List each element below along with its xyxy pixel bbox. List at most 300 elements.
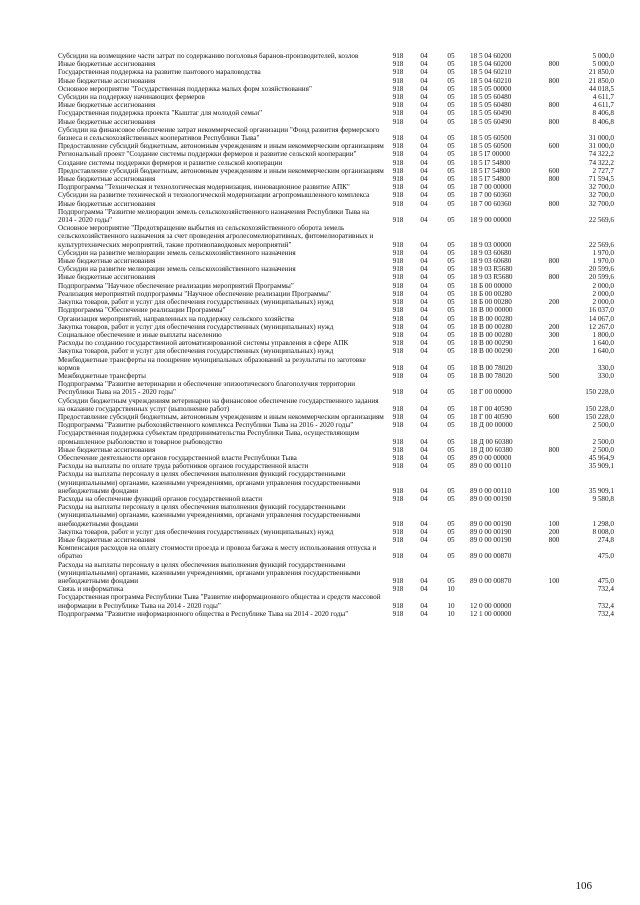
- table-row: [58, 397, 614, 413]
- table-row: [58, 109, 614, 117]
- row-subsection: 05: [447, 84, 455, 93]
- row-amount: 2 727,7: [592, 166, 614, 175]
- row-expense-type: [542, 93, 566, 101]
- row-name: Иные бюджетные ассигнования: [58, 101, 156, 110]
- row-amount: 8 008,0: [592, 527, 614, 536]
- row-section: 04: [420, 60, 428, 69]
- table-row: [58, 249, 614, 257]
- row-target-code: 18 9 03 00000: [470, 240, 512, 249]
- table-row: [58, 142, 614, 150]
- row-subsection: 05: [447, 577, 455, 585]
- row-subsection: 05: [447, 339, 455, 348]
- table-row: [58, 528, 614, 536]
- table-row: [58, 183, 614, 191]
- row-expense-type: [542, 380, 566, 396]
- row-section: 04: [420, 486, 428, 495]
- row-target-code: 18 Б 00 00000: [470, 281, 512, 290]
- row-section: 04: [420, 388, 428, 397]
- table-row: [58, 331, 614, 339]
- row-name: Подпрограмма "Техническая и технологическая модернизация, инновационное развитие АПК": [58, 183, 350, 192]
- row-amount: 1 970,0: [592, 257, 614, 266]
- row-name: Подпрограмма "Развитие информационного общества в Республике Тыва на 2014 - 2020 годы": [58, 609, 349, 618]
- table-row: [58, 380, 614, 396]
- row-subsection: 05: [447, 404, 455, 413]
- row-grbs: 918: [392, 298, 404, 307]
- budget-table: [58, 52, 614, 618]
- row-section: 04: [420, 462, 428, 471]
- row-grbs: 918: [392, 76, 404, 85]
- row-grbs: 918: [392, 462, 404, 471]
- row-subsection: 05: [447, 68, 455, 77]
- row-section: 04: [420, 412, 428, 421]
- row-target-code: 89 0 00 00000: [470, 453, 512, 462]
- row-subsection: 05: [447, 60, 455, 69]
- row-subsection: 05: [447, 412, 455, 421]
- row-name: Подпрограмма "Развитие ветеринарии и обеспечение эпизоотического благополучия территории Республики Тыва на 2015 - 2020 годы": [58, 380, 356, 397]
- row-amount: 150 228,0: [585, 404, 614, 413]
- row-expense-type: [542, 339, 566, 347]
- row-section: 04: [420, 601, 428, 610]
- row-grbs: 918: [392, 412, 404, 421]
- row-subsection: 05: [447, 240, 455, 249]
- row-grbs: 918: [392, 519, 404, 528]
- row-name: Региональный проект "Создание системы поддержки фермеров и развитие сельской кооперации": [58, 150, 357, 159]
- row-target-code: 18 Г 00 40590: [470, 404, 512, 413]
- row-target-code: 18 5 I7 54800: [470, 175, 511, 184]
- table-row: [58, 495, 614, 503]
- row-expense-type: 200: [548, 527, 560, 536]
- row-subsection: 05: [447, 314, 455, 323]
- row-amount: 9 580,8: [592, 494, 614, 503]
- row-section: 04: [420, 404, 428, 413]
- row-expense-type: 800: [548, 535, 560, 544]
- row-section: 04: [420, 306, 428, 315]
- row-expense-type: 600: [548, 412, 560, 421]
- row-amount: 2 500,0: [592, 445, 614, 454]
- row-section: 04: [420, 339, 428, 348]
- row-grbs: 918: [392, 117, 404, 126]
- row-section: 04: [420, 199, 428, 208]
- row-amount: 475,0: [597, 577, 614, 585]
- row-subsection: 05: [447, 93, 455, 102]
- row-subsection: 05: [447, 158, 455, 167]
- row-grbs: 918: [392, 68, 404, 77]
- row-subsection: 05: [447, 371, 455, 380]
- row-grbs: 918: [392, 421, 404, 430]
- row-expense-type: [542, 290, 566, 298]
- row-grbs: 918: [392, 535, 404, 544]
- row-section: 04: [420, 363, 428, 372]
- row-amount: 32 700,0: [588, 183, 614, 192]
- row-target-code: 18 5 05 60480: [470, 93, 512, 102]
- table-row: [58, 585, 614, 593]
- row-grbs: 918: [392, 175, 404, 184]
- row-target-code: 89 0 00 00190: [470, 519, 512, 528]
- row-amount: 732,4: [597, 601, 614, 610]
- row-name: Иные бюджетные ассигнования: [58, 117, 156, 126]
- row-name: Подпрограмма "Научное обеспечение реализации мероприятий Программы": [58, 281, 294, 290]
- row-name: Государственная поддержка субъектам предпринимательства Республики Тыва, осуществляющим промышленное рыболовство и товарное рыбоводство: [58, 429, 360, 446]
- row-grbs: 918: [392, 577, 404, 585]
- row-name: Подпрограмма "Обеспечение реализации Программы": [58, 306, 226, 315]
- table-row: [58, 208, 614, 224]
- row-name: Предоставление субсидий бюджетным, автономным учреждениям и иным некоммерческим организациям: [58, 166, 384, 175]
- row-amount: 32 700,0: [588, 191, 614, 200]
- row-name: Обеспечение деятельности органов государственной власти Республики Тыва: [58, 453, 297, 462]
- row-amount: 35 909,1: [588, 486, 614, 495]
- row-amount: 330,0: [597, 363, 614, 372]
- row-grbs: 918: [392, 273, 404, 282]
- row-target-code: 18 5 04 60200: [470, 60, 512, 69]
- row-section: 04: [420, 240, 428, 249]
- table-row: [58, 503, 614, 528]
- row-subsection: 05: [447, 248, 455, 257]
- row-target-code: 18 В 00 78020: [470, 371, 513, 380]
- row-target-code: 18 5 04 60210: [470, 68, 512, 77]
- table-row: [58, 265, 614, 273]
- row-target-code: 18 9 03 R5680: [470, 265, 513, 274]
- row-target-code: [464, 585, 542, 593]
- row-expense-type: [542, 593, 566, 609]
- row-name: Субсидии на развитие мелиорации земель сельскохозяйственного назначения: [58, 265, 296, 274]
- row-expense-type: 800: [548, 257, 560, 266]
- row-expense-type: 800: [548, 76, 560, 85]
- table-row: [58, 356, 614, 372]
- row-subsection: 05: [447, 535, 455, 544]
- row-name: Иные бюджетные ассигнования: [58, 199, 156, 208]
- row-name: Расходы на выплаты по оплате труда работников органов государственной власти: [58, 462, 309, 471]
- row-amount: 8 406,8: [592, 117, 614, 126]
- row-section: 04: [420, 175, 428, 184]
- row-grbs: 918: [392, 494, 404, 503]
- table-row: [58, 60, 614, 68]
- row-expense-type: [542, 52, 566, 60]
- row-amount: 732,4: [597, 585, 614, 594]
- row-expense-type: 200: [548, 298, 560, 307]
- row-grbs: 918: [392, 281, 404, 290]
- row-amount: 21 850,0: [588, 76, 614, 85]
- row-section: 04: [420, 191, 428, 200]
- table-row: [58, 282, 614, 290]
- row-expense-type: 100: [548, 486, 560, 495]
- row-target-code: 18 Б 00 00280: [470, 289, 512, 298]
- row-subsection: 05: [447, 216, 455, 225]
- row-subsection: 05: [447, 199, 455, 208]
- row-grbs: 918: [392, 527, 404, 536]
- row-section: 04: [420, 166, 428, 175]
- row-section: 04: [420, 158, 428, 167]
- row-target-code: 18 5 05 00000: [470, 84, 512, 93]
- row-subsection: 05: [447, 166, 455, 175]
- row-name: Иные бюджетные ассигнования: [58, 76, 156, 85]
- table-row: [58, 175, 614, 183]
- table-row: [58, 224, 614, 249]
- table-row: [58, 200, 614, 208]
- row-section: 04: [420, 117, 428, 126]
- row-name: Государственная программа Республики Тыва "Развитие информационного общества и средств массовой информации в Республике Тыва на 2014 - 2020 годы": [58, 593, 381, 610]
- row-section: 04: [420, 577, 428, 585]
- row-expense-type: [542, 85, 566, 93]
- row-expense-type: 600: [548, 142, 560, 151]
- row-subsection: 10: [447, 609, 455, 618]
- row-name: Субсидии бюджетным учреждениям ветеринарии на финансовое обеспечение государственного задания на оказание государственных услуг (выполнение работ): [58, 396, 379, 413]
- row-grbs: 918: [392, 371, 404, 380]
- row-name: Предоставление субсидий бюджетным, автономным учреждениям и иным некоммерческим организациям: [58, 142, 384, 151]
- row-subsection: 05: [447, 306, 455, 315]
- row-grbs: 918: [392, 134, 404, 143]
- row-amount: 8 406,8: [592, 109, 614, 118]
- row-amount: 22 569,6: [588, 216, 614, 225]
- row-section: 04: [420, 371, 428, 380]
- table-row: [58, 191, 614, 199]
- row-amount: 732,4: [597, 609, 614, 618]
- row-amount: 4 611,7: [592, 101, 614, 110]
- row-expense-type: 800: [548, 117, 560, 126]
- row-amount: 150 228,0: [585, 388, 614, 397]
- row-target-code: 18 Д 00 60380: [470, 437, 513, 446]
- row-subsection: 05: [447, 183, 455, 192]
- row-expense-type: [542, 126, 566, 142]
- row-expense-type: [542, 544, 566, 560]
- row-target-code: 18 9 03 60680: [470, 248, 512, 257]
- row-subsection: 05: [447, 117, 455, 126]
- row-target-code: 18 9 00 00000: [470, 216, 512, 225]
- row-subsection: 05: [447, 257, 455, 266]
- row-subsection: 10: [447, 585, 455, 594]
- row-subsection: 05: [447, 109, 455, 118]
- table-row: [58, 150, 614, 158]
- row-grbs: 918: [392, 84, 404, 93]
- row-amount: 1 640,0: [592, 339, 614, 348]
- row-grbs: 918: [392, 363, 404, 372]
- row-target-code: 18 В 00 00280: [470, 330, 513, 339]
- row-name: Государственная поддержка проекта "Кыштаг для молодой семьи": [58, 109, 263, 118]
- row-expense-type: 800: [548, 60, 560, 69]
- row-name: Субсидии на развитие мелиорации земель сельскохозяйственного назначения: [58, 248, 296, 257]
- row-amount: 35 909,1: [588, 462, 614, 471]
- row-grbs: 918: [392, 289, 404, 298]
- row-amount: 5 000,0: [592, 60, 614, 69]
- row-amount: 20 599,6: [588, 273, 614, 282]
- table-row: [58, 544, 614, 560]
- row-subsection: 05: [447, 52, 455, 60]
- row-target-code: 18 9 03 R5680: [470, 273, 513, 282]
- row-amount: 44 018,5: [588, 84, 614, 93]
- row-section: 04: [420, 150, 428, 159]
- table-row: [58, 290, 614, 298]
- row-subsection: 05: [447, 330, 455, 339]
- row-section: 04: [420, 52, 428, 60]
- row-expense-type: [542, 315, 566, 323]
- row-expense-type: 300: [548, 330, 560, 339]
- row-section: 04: [420, 134, 428, 143]
- row-grbs: 918: [392, 60, 404, 69]
- table-row: [58, 470, 614, 495]
- row-amount: 1 970,0: [592, 248, 614, 257]
- row-subsection: 05: [447, 347, 455, 356]
- row-name: Межбюджетные трансферты на поощрение муниципальных образований за результаты по заготовке кормов: [58, 355, 366, 372]
- row-subsection: 05: [447, 142, 455, 151]
- row-grbs: 918: [392, 601, 404, 610]
- row-amount: 150 228,0: [585, 412, 614, 421]
- row-grbs: 918: [392, 183, 404, 192]
- table-row: [58, 462, 614, 470]
- table-row: [58, 85, 614, 93]
- row-name: Закупка товаров, работ и услуг для обеспечения государственных (муниципальных) нужд: [58, 347, 334, 356]
- row-subsection: 05: [447, 298, 455, 307]
- row-target-code: 18 5 05 60500: [470, 134, 512, 143]
- table-row: [58, 421, 614, 429]
- row-section: 04: [420, 68, 428, 77]
- row-target-code: 18 7 00 60360: [470, 199, 512, 208]
- row-expense-type: [542, 429, 566, 445]
- row-name: Расходы на обеспечение функций органов государственной власти: [58, 494, 263, 503]
- row-grbs: 918: [392, 142, 404, 151]
- row-section: 04: [420, 273, 428, 282]
- row-grbs: 918: [392, 314, 404, 323]
- row-target-code: 18 5 I7 00000: [470, 150, 511, 159]
- row-expense-type: [542, 610, 566, 618]
- row-amount: 1 640,0: [592, 347, 614, 356]
- row-expense-type: [542, 585, 566, 593]
- row-grbs: 918: [392, 166, 404, 175]
- table-row: [58, 306, 614, 314]
- row-amount: 1 800,0: [592, 330, 614, 339]
- row-section: 04: [420, 445, 428, 454]
- row-section: 04: [420, 248, 428, 257]
- row-target-code: 89 0 00 00870: [470, 552, 512, 561]
- row-name: Межбюджетные трансферты: [58, 371, 146, 380]
- row-amount: 21 850,0: [588, 68, 614, 77]
- row-target-code: 89 0 00 00190: [470, 527, 512, 536]
- row-grbs: 918: [392, 150, 404, 159]
- row-target-code: 18 Д 00 00000: [470, 421, 513, 430]
- row-name: Иные бюджетные ассигнования: [58, 445, 156, 454]
- row-name: Организация мероприятий, направленных на поддержку сельского хозяйства: [58, 314, 294, 323]
- row-expense-type: 800: [548, 445, 560, 454]
- row-grbs: 918: [392, 609, 404, 618]
- table-row: [58, 273, 614, 281]
- row-subsection: 05: [447, 265, 455, 274]
- row-name: Субсидии на развитие технической и технологической модернизации агропромышленного комплекса: [58, 191, 370, 200]
- row-section: 04: [420, 265, 428, 274]
- row-name: Закупка товаров, работ и услуг для обеспечения государственных (муниципальных) нужд: [58, 527, 334, 536]
- row-expense-type: 600: [548, 166, 560, 175]
- row-target-code: 89 0 00 00190: [470, 494, 512, 503]
- row-expense-type: [542, 183, 566, 191]
- row-amount: 31 000,0: [588, 142, 614, 151]
- row-grbs: 918: [392, 339, 404, 348]
- row-expense-type: [542, 265, 566, 273]
- row-name: Подпрограмма "Развитие рыбохозяйственного комплекса Республики Тыва на 2016 - 2020 годы": [58, 421, 354, 430]
- row-amount: 31 000,0: [588, 134, 614, 143]
- row-grbs: 918: [392, 330, 404, 339]
- row-name: Иные бюджетные ассигнования: [58, 257, 156, 266]
- row-section: 04: [420, 527, 428, 536]
- row-grbs: 918: [392, 93, 404, 102]
- row-target-code: 18 Г 00 40590: [470, 412, 512, 421]
- row-target-code: 18 5 04 60200: [470, 52, 512, 60]
- row-target-code: 12 1 00 00000: [470, 609, 512, 618]
- row-name: Расходы на выплаты персоналу в целях обеспечения выполнения функций государственными (муниципальными) органами, казенными учреждениями, органами управления государственными внебюджетными фондами: [58, 560, 361, 585]
- row-expense-type: [542, 208, 566, 224]
- row-expense-type: [542, 109, 566, 117]
- row-target-code: 18 5 I7 54800: [470, 158, 511, 167]
- row-section: 04: [420, 101, 428, 110]
- row-expense-type: [542, 150, 566, 158]
- row-subsection: 05: [447, 552, 455, 561]
- row-grbs: 918: [392, 216, 404, 225]
- row-amount: 71 594,5: [588, 175, 614, 184]
- row-subsection: 05: [447, 486, 455, 495]
- table-row: [58, 593, 614, 609]
- row-section: 04: [420, 585, 428, 594]
- row-subsection: 10: [447, 601, 455, 610]
- row-section: 04: [420, 314, 428, 323]
- row-section: 04: [420, 437, 428, 446]
- row-expense-type: 800: [548, 199, 560, 208]
- row-target-code: 18 5 05 60490: [470, 117, 512, 126]
- row-name: Связь и информатика: [58, 585, 124, 594]
- row-expense-type: [542, 397, 566, 413]
- row-name: Предоставление субсидий бюджетным, автономным учреждениям и иным некоммерческим организациям: [58, 412, 384, 421]
- table-row: [58, 93, 614, 101]
- row-amount: 1 298,0: [592, 519, 614, 528]
- row-amount: 16 037,0: [588, 306, 614, 315]
- row-grbs: 918: [392, 322, 404, 331]
- row-target-code: 18 В 00 00280: [470, 322, 513, 331]
- row-subsection: 05: [447, 76, 455, 85]
- row-amount: 274,8: [597, 535, 614, 544]
- table-row: [58, 298, 614, 306]
- row-target-code: 18 В 00 00290: [470, 339, 513, 348]
- row-target-code: 18 В 00 00280: [470, 314, 513, 323]
- row-section: 04: [420, 281, 428, 290]
- row-expense-type: [542, 68, 566, 76]
- row-target-code: 18 В 00 78020: [470, 363, 513, 372]
- row-amount: 4 611,7: [592, 93, 614, 102]
- row-amount: 74 322,2: [588, 158, 614, 167]
- table-row: [58, 536, 614, 544]
- row-target-code: 18 5 05 60490: [470, 109, 512, 118]
- row-subsection: 05: [447, 289, 455, 298]
- row-expense-type: 100: [548, 519, 560, 528]
- row-amount: 12 267,0: [588, 322, 614, 331]
- row-expense-type: [542, 421, 566, 429]
- row-section: 04: [420, 330, 428, 339]
- row-expense-type: [542, 282, 566, 290]
- row-grbs: 918: [392, 453, 404, 462]
- row-subsection: 05: [447, 388, 455, 397]
- row-target-code: 18 9 03 60680: [470, 257, 512, 266]
- table-row: [58, 126, 614, 142]
- row-target-code: 89 0 00 00110: [470, 462, 512, 471]
- table-row: [58, 77, 614, 85]
- row-target-code: 89 0 00 00190: [470, 535, 512, 544]
- row-name: Закупка товаров, работ и услуг для обеспечения государственных (муниципальных) нужд: [58, 322, 334, 331]
- table-row: [58, 372, 614, 380]
- row-expense-type: 800: [548, 175, 560, 184]
- row-amount: 475,0: [597, 552, 614, 561]
- row-subsection: 05: [447, 273, 455, 282]
- row-section: 04: [420, 347, 428, 356]
- table-row: [58, 413, 614, 421]
- row-amount: 74 322,2: [588, 150, 614, 159]
- row-expense-type: [542, 249, 566, 257]
- budget-table-body: [58, 52, 614, 618]
- row-section: 04: [420, 289, 428, 298]
- row-target-code: 89 0 00 00110: [470, 486, 512, 495]
